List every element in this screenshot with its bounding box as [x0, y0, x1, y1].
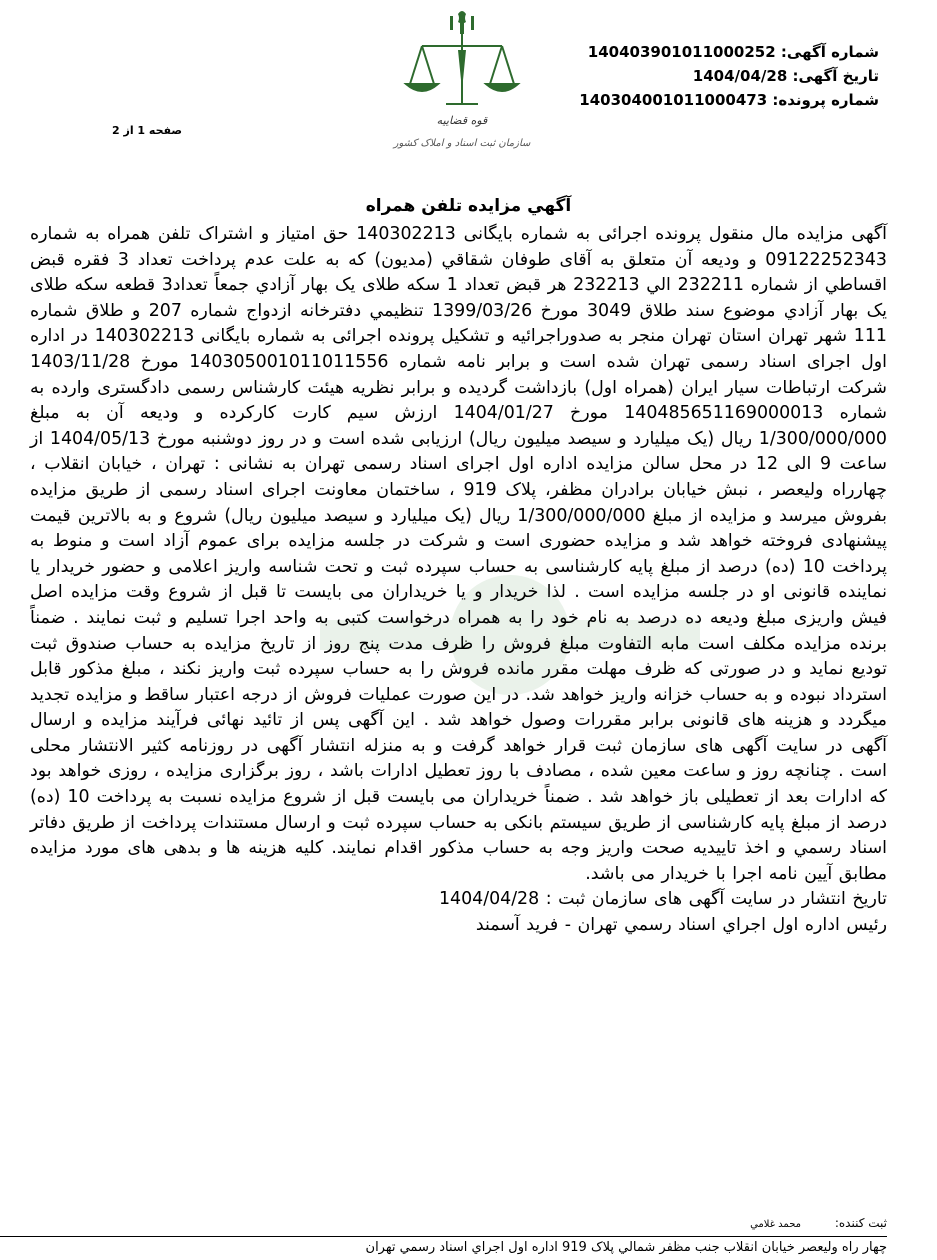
page-number: صفحه 1 از 2 [112, 124, 183, 137]
ad-number-label: شماره آگهی: [780, 43, 879, 61]
case-number: 14030400101100047​3 [579, 91, 768, 109]
ad-date-label: تاریخ آگهی: [792, 67, 879, 85]
page-title: آگهي مزايده تلفن همراه [365, 196, 572, 216]
emblem-text-registry: سازمان ثبت اسناد و املاک کشور [393, 138, 531, 149]
judiciary-emblem-icon [392, 6, 532, 156]
signature: رئيس اداره اول اجراي اسناد رسمي تهران - فريد آسمند [475, 915, 887, 936]
ad-body [30, 222, 887, 939]
footer-divider [0, 1236, 887, 1237]
ad-date-row [569, 64, 879, 88]
ad-number-row [569, 40, 879, 64]
registrar [750, 1216, 887, 1230]
ad-date: 1404/04/28 [692, 67, 788, 85]
publish-date: 1404/04/28 [438, 889, 540, 910]
publish-label: تاریخ انتشار در سایت آگهی های سازمان ثبت : [545, 889, 887, 910]
case-number-row [569, 88, 879, 112]
registrar-name: محمد غلامي [750, 1219, 802, 1230]
emblem-text-judiciary: قوه قضاییه [436, 114, 488, 127]
ad-paragraph: آگهی مزایده مال منقول پرونده اجرائی به شماره بایگانی 140302213 حق امتیاز و اشتراک تلفن همراه به شماره 09122252343 و ودیعه آن متعلق به آقای طوفان شقاقي (مديون) که به علت عدم پرداخت تعداد 3 فقره قبض اقساطي از شماره 232211 الي 232213 هر قبض تعداد 1 سکه طلای یک بهار آزادي جمعاً تعداد3 قطعه سکه طلای یک بهار آزادي موضوع سند طلاق 3049 مورخ 1399/03/26 تنظيمي دفترخانه ازدواج شماره 207 و طلاق شماره 111 شهر تهران استان تهران منجر به صدوراجرائیه و تشکیل پرونده اجرائی به شماره بایگانی 140302213 در اداره اول اجرای اسناد رسمی تهران شده است و برابر نامه شماره 14030500101101155​6 مورخ 1403/11/28 شرکت ارتباطات سیار ایران (همراه اول) بازداشت گردیده و برابر نظریه هیئت کارشناس رسمی دادگستری وارده به شماره 14048565116900001​3 مورخ 1404/01/27 ارزش سیم کارت کارکرده و ودیعه آن به مبلغ 1/300/000/000 ریال (یک میلیارد و سیصد میلیون ریال) ارزیابی شده است و در روز دوشنبه مورخ 1404/05/13 از ساعت 9 الی 12 در محل سالن مزایده اداره اول اجرای اسناد رسمی تهران به نشانی : تهران ، خیابان انقلاب ، چهارراه ولیعصر ، نبش خیابان برادران مظفر، پلاک 919 ، ساختمان معاونت اجرای اسناد رسمی از طریق مزایده بفروش میرسد و مزایده از مبلغ 1/300/000/000 ریال (یک میلیارد و سیصد میلیون ریال) شروع و به بالاترین قیمت پیشنهادی فروخته خواهد شد و مزایده حضوری است و شرکت در جلسه مزایده برای عموم آزاد است و منوط به پرداخت 10 (ده) درصد از مبلغ پایه کارشناسی به حساب سپرده ثبت و تحت شناسه واریز اعلامی و حضور خریدار یا نماینده قانونی او در جلسه مزایده است . لذا خریدار و یا خریداران می بایست تا قبل از شروع وقت مزایده اصل فیش واریزی مبلغ ودیعه ده درصد به نام خود را به همراه درخواست کتبی به واحد اجرا تسلیم و ثبت نمایند . ضمناً برنده مزایده مکلف است مابه التفاوت مبلغ فروش را ظرف مدت پنج روز از تاریخ مزایده به حساب صندوق ثبت تودیع نماید و در صورتی که ظرف مهلت مقرر مانده فروش را به حساب سپرده ثبت واریز نکند ، مبلغ مذکور قابل استرداد نبوده و به حساب خزانه واریز خواهد شد. در این صورت عملیات فروش از درجه اعتبار ساقط و مزایده تجدید میگردد و هزینه های قانونی برابر مقررات وصول خواهد شد . این آگهی پس از تائید نهائی فرآیند مزایده و ارسال آگهی در سایت آگهی های سازمان ثبت قرار خواهد گرفت و به منزله انتشار آگهی در روزنامه کثیر الانتشار محلی است . چنانچه روز و ساعت معین شده ، مصادف با روز تعطیل ادارات باشد ، روز برگزاری مزایده ، روزی خواهد بود که ادارات بعد از تعطیلی باز خواهد شد . ضمناً خریداران می بایست قبل از شروع مزایده نسبت به پرداخت 10 (ده) درصد از مبلغ پایه کارشناسی از طریق سیستم بانکی به حساب سپرده ثبت و ارسال مستندات پرداخت از طریق دفاتر اسناد رسمي و اخذ تاييديه صحت واريز وجه به حساب مذکور اقدام نمایند. کلیه هزینه ها و بدهی های مورد مزایده مطابق آیین نامه اجرا با خریدار می باشد. [30, 224, 888, 884]
footer-address: چهار راه وليعصر خيابان انقلاب جنب مظفر شمالي پلاک 919 اداره اول اجراي اسناد رسمي تهران [365, 1240, 887, 1255]
ad-number: 14040390101100025​2 [587, 43, 776, 61]
ad-header-info [569, 40, 879, 112]
publish-line [30, 887, 887, 913]
registrar-label: ثبت کننده: [834, 1216, 887, 1230]
case-number-label: شماره پرونده: [772, 91, 879, 109]
